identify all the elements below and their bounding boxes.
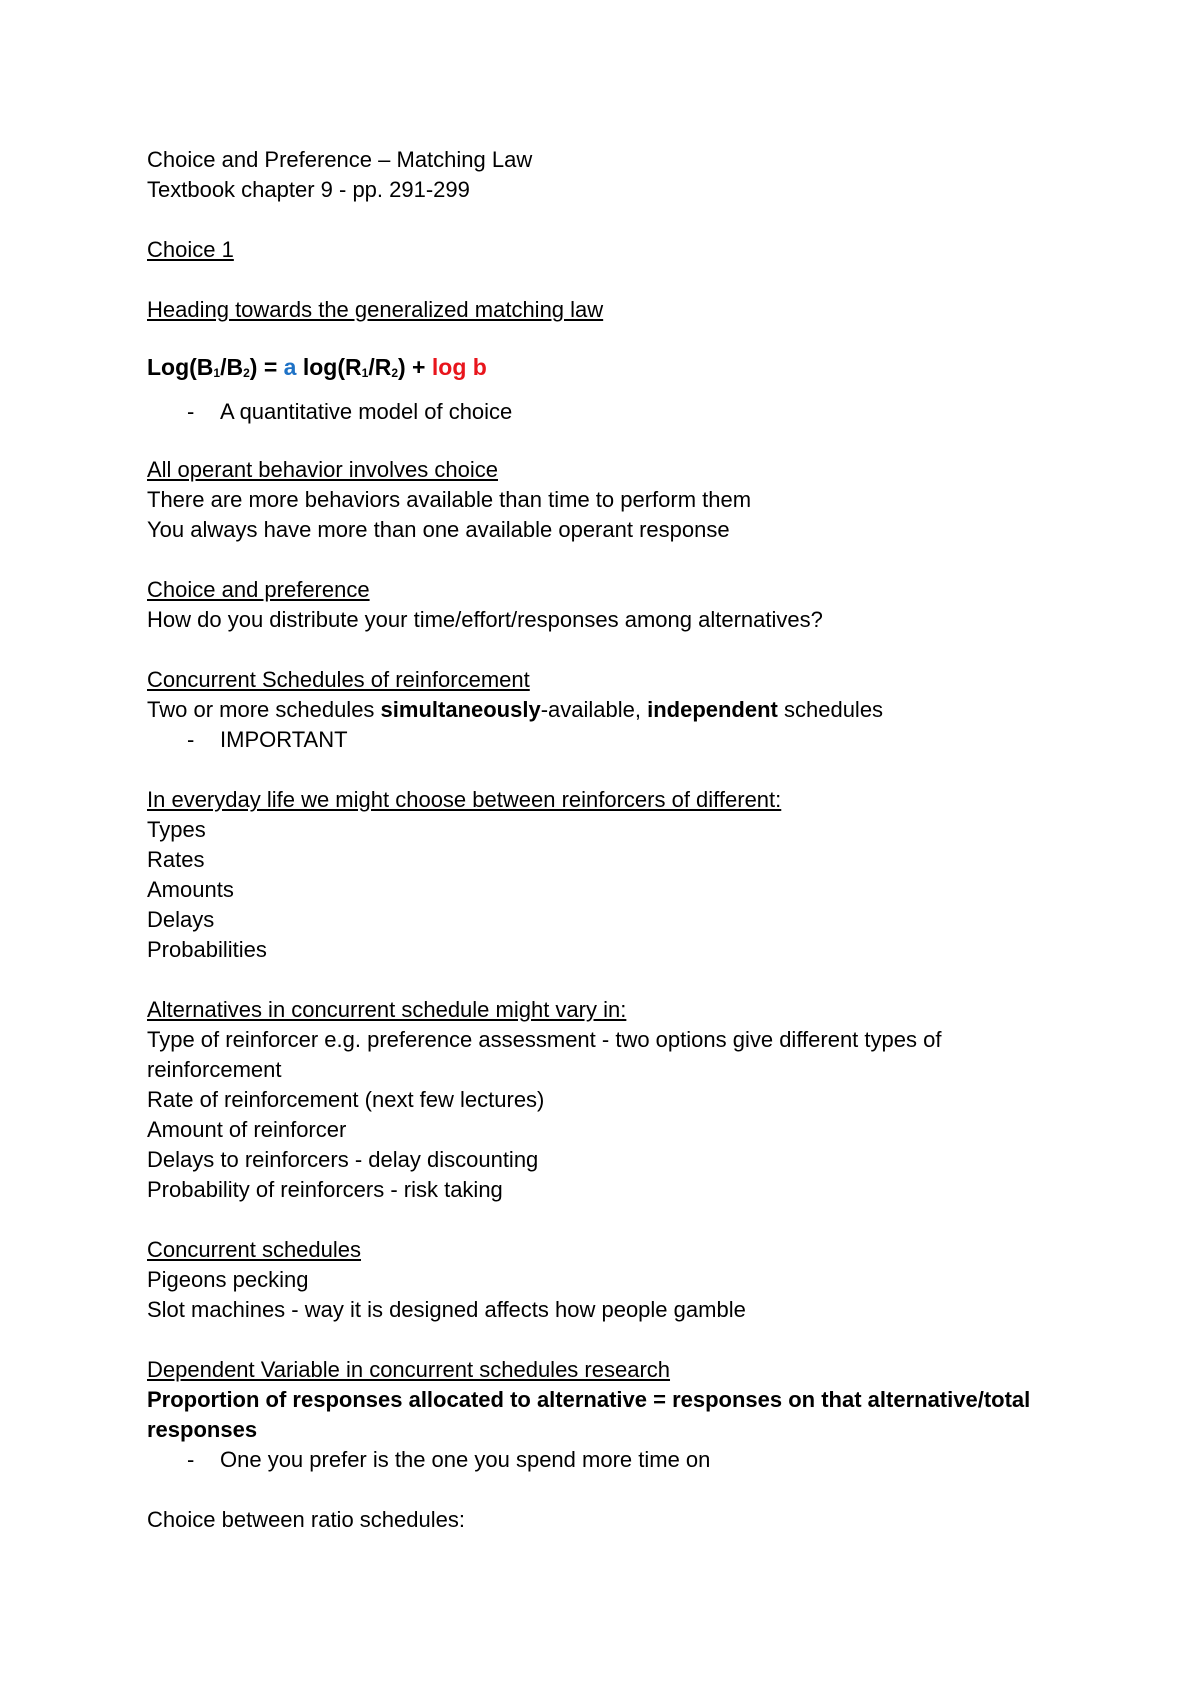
list-item: Rates — [147, 847, 205, 872]
section-heading-choice1: Choice 1 — [147, 237, 234, 262]
list-item-prefer: - One you prefer is the one you spend more time on — [187, 1447, 711, 1472]
heading-concurrent-reinforcement: Concurrent Schedules of reinforcement — [147, 667, 530, 692]
text-line: There are more behaviors available than time to perform them — [147, 487, 752, 512]
list-item: Slot machines - way it is designed affects how people gamble — [147, 1297, 746, 1322]
bold-definition-line: responses — [147, 1417, 258, 1442]
heading-everyday-life: In everyday life we might choose between reinforcers of different: — [147, 787, 782, 812]
heading-alternatives: Alternatives in concurrent schedule might vary in: — [147, 997, 627, 1022]
list-item: Delays to reinforcers - delay discounting — [147, 1147, 539, 1172]
text-line: Two or more schedules simultaneously-available, independent schedules — [147, 697, 884, 722]
text-line: reinforcement — [147, 1057, 282, 1082]
document-title: Choice and Preference – Matching Law — [147, 147, 533, 172]
list-item: Rate of reinforcement (next few lectures) — [147, 1087, 545, 1112]
bold-definition-line: Proportion of responses allocated to alternative = responses on that alternative/total — [147, 1387, 1031, 1412]
heading-choice-preference: Choice and preference — [147, 577, 370, 602]
text-line: Type of reinforcer e.g. preference assessment - two options give different types of — [147, 1027, 942, 1052]
list-item: Delays — [147, 907, 215, 932]
heading-generalized-matching: Heading towards the generalized matching law — [147, 297, 604, 322]
document-subtitle: Textbook chapter 9 - pp. 291-299 — [147, 177, 470, 202]
text-line-ratio-schedules: Choice between ratio schedules: — [147, 1507, 465, 1532]
formula-sensitivity-a: a — [283, 354, 297, 380]
list-item-important: - IMPORTANT — [187, 727, 348, 752]
list-item: Amount of reinforcer — [147, 1117, 347, 1142]
list-item-quantitative-model: - A quantitative model of choice — [187, 399, 513, 424]
text-line: How do you distribute your time/effort/responses among alternatives? — [147, 607, 823, 632]
matching-law-formula: $Log(B_1/B_2) = a$ $\log(R_1/R_2) + \log b$ — [147, 354, 487, 380]
list-item: Pigeons pecking — [147, 1267, 309, 1292]
document-body — [147, 145, 1047, 1535]
heading-dependent-variable: Dependent Variable in concurrent schedules research — [147, 1357, 671, 1382]
list-item: Amounts — [147, 877, 234, 902]
formula-bias-log-b: log b — [431, 354, 487, 380]
list-item: Types — [147, 817, 206, 842]
heading-concurrent-schedules: Concurrent schedules — [147, 1237, 362, 1262]
text-line: You always have more than one available operant response — [147, 517, 730, 542]
list-item: Probabilities — [147, 937, 267, 962]
heading-operant-behavior: All operant behavior involves choice — [147, 457, 498, 482]
list-item: Probability of reinforcers - risk taking — [147, 1177, 503, 1202]
